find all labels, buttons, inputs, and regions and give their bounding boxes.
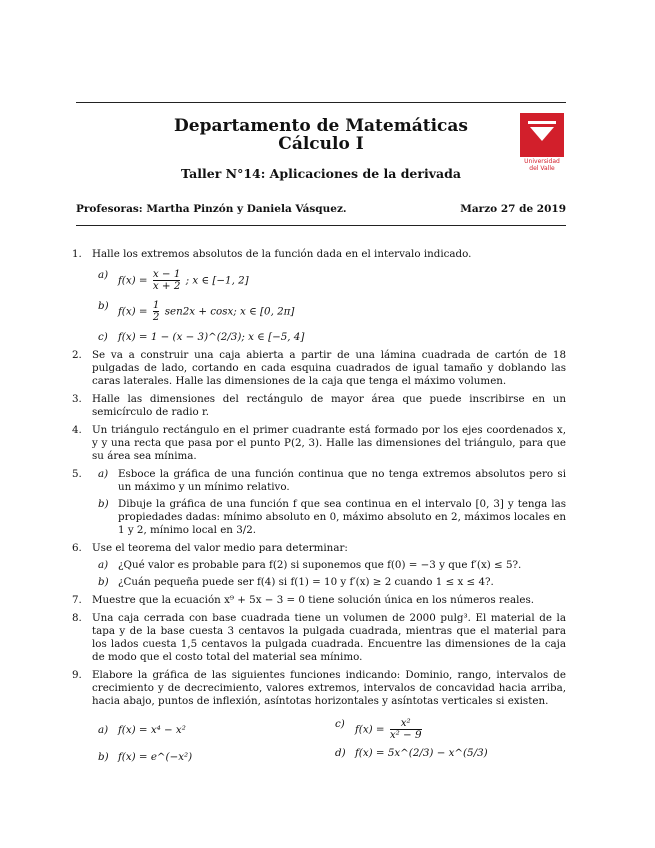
fraction: $\frac{1}{2}$ (152, 299, 160, 323)
subitem-b: b) ¿Cuán pequeña puede ser f(4) si f(1) = 10 y f′(x) ≥ 2 cuando 1 ≤ x ≤ 4?. (98, 576, 494, 588)
subitem-a: a) ¿Qué valor es probable para f(2) si suponemos que f(0) = −3 y que f′(x) ≤ 5?. (98, 559, 522, 571)
fraction: $\frac{x - 1}{x + 2}$ (152, 268, 181, 292)
problem-8: 8. Una caja cerrada con base cuadrada tiene un volumen de 2000 pulg³. El material de la tapa y de la base cuesta 3 centavos la pulgada cuadrada, mientras que el material para los lados cuesta 1,5 centavos la pulgada cuadrada. Encuentre las dimensiones de la caja de modo que el costo total del material sea mínimo. (72, 612, 566, 663)
subitem-a: a) Esboce la gráfica de una función continua que no tenga extremos absolutos pero si un máximo y un mínimo relativo. (98, 468, 566, 493)
subitem-b: b) f(x) = e^(−x²) (98, 751, 193, 763)
problem-4: 4. Un triángulo rectángulo en el primer cuadrante está formado por los ejes coordenados x, y y una recta que pasa por el punto P(2, 3). Halle las dimensiones del triángulo, para que su área sea mínima. (72, 424, 566, 462)
professors-line: Profesoras: Martha Pinzón y Daniela Vásquez. (76, 203, 347, 215)
subitem-d: d) f(x) = 5x^(2/3) − x^(5/3) (335, 747, 488, 759)
problem-list (72, 248, 566, 769)
function-grid (92, 718, 566, 764)
problem-5: 5. a) Esboce la gráfica de una función continua que no tenga extremos absolutos pero si un máximo y un mínimo relativo. b) Dibuje la gráfica de una función f que sea continua en el intervalo [0, 3] y tenga las propiedades dadas: mínimo absoluto en 0, máximo absoluto en 2, máximos locales en 1 y 2, mínimo local en 3/2. (72, 468, 566, 536)
department-title: Departamento de Matemáticas (174, 116, 468, 136)
fraction: $\frac{\text{x²}}{\text{x² − 9}}$ (389, 717, 422, 741)
university-logo-text: Universidad del Valle (524, 158, 560, 172)
problem-6: 6. Use el teorema del valor medio para determinar: a) ¿Qué valor es probable para f(2) si suponemos que f(0) = −3 y que f′(x) ≤ 5?. b) ¿Cuán pequeña puede ser f(4) si f(1) = 10 y f′(x) ≥ 2 cuando 1 ≤ x ≤ 4?. (92, 542, 566, 589)
problem-9: 9. Elabore la gráfica de las siguientes funciones indicando: Dominio, rango, intervalos de crecimiento y de decrecimiento, valores extremos, intervalos de concavidad hacia arriba, hacia abajo, puntos de inflexión, asíntotas horizontales y asíntotas verticales si existen. a) f(x) = x⁴ − x² b) f(x) = e^(−x²) c) f(x) = $\frac{\text{x²}}{\text{x² − 9}}$ d) f(x) = 5x^(2/3) − x^(5/3) (72, 669, 566, 763)
worksheet-title: Taller N°14: Aplicaciones de la derivada (181, 166, 461, 181)
top-rule (76, 102, 566, 103)
problem-text: Halle los extremos absolutos de la función dada en el intervalo indicado. (92, 248, 472, 260)
problem-7: 7. Muestre que la ecuación x⁹ + 5x − 3 = 0 tiene solución única en los números reales. (72, 594, 535, 606)
subitem-a: a) f(x) = x⁴ − x² (98, 724, 186, 736)
subitem-c: c) f(x) = 1 − (x − 3)^(2/3); x ∈ [−5, 4] (98, 331, 305, 343)
university-logo (520, 113, 564, 157)
date-line: Marzo 27 de 2019 (460, 203, 566, 215)
problem-2: 2. Se va a construir una caja abierta a partir de una lámina cuadrada de cartón de 18 pulgadas de lado, cortando en cada esquina cuadrados de igual tamaño y doblando las caras laterales. Halle las dimensiones de la caja que tenga el máximo volumen. (72, 349, 566, 387)
subitem-c: c) f(x) = $\frac{\text{x²}}{\text{x² − 9}}$ (335, 717, 422, 741)
problem-3: 3. Halle las dimensiones del rectángulo de mayor área que puede inscribirse en un semicírculo de radio r. (72, 393, 566, 418)
course-title: Cálculo I (278, 134, 364, 154)
header-rule (76, 225, 566, 226)
subitem-a: a) f(x) = $\frac{x - 1}{x + 2}$ ; x ∈ [−1, 2] (98, 268, 249, 292)
subitem-b: b) Dibuje la gráfica de una función f que sea continua en el intervalo [0, 3] y tenga las propiedades dadas: mínimo absoluto en 0, máximo absoluto en 2, máximos locales en 1 y 2, mínimo local en 3/2. (98, 498, 566, 536)
problem-1: 1. Halle los extremos absolutos de la función dada en el intervalo indicado. a) f(x) = $\frac{x - 1}{x + 2}$ ; x ∈ [−1, 2] b) f(x) = $\frac{1}{2}$ sen2x + cosx; x ∈ [0, 2π] c) f(x) = 1 − (x − 3)^(2/3); x ∈ [−5, 4] (92, 248, 566, 344)
subitem-b: b) f(x) = $\frac{1}{2}$ sen2x + cosx; x ∈ [0, 2π] (98, 299, 295, 323)
